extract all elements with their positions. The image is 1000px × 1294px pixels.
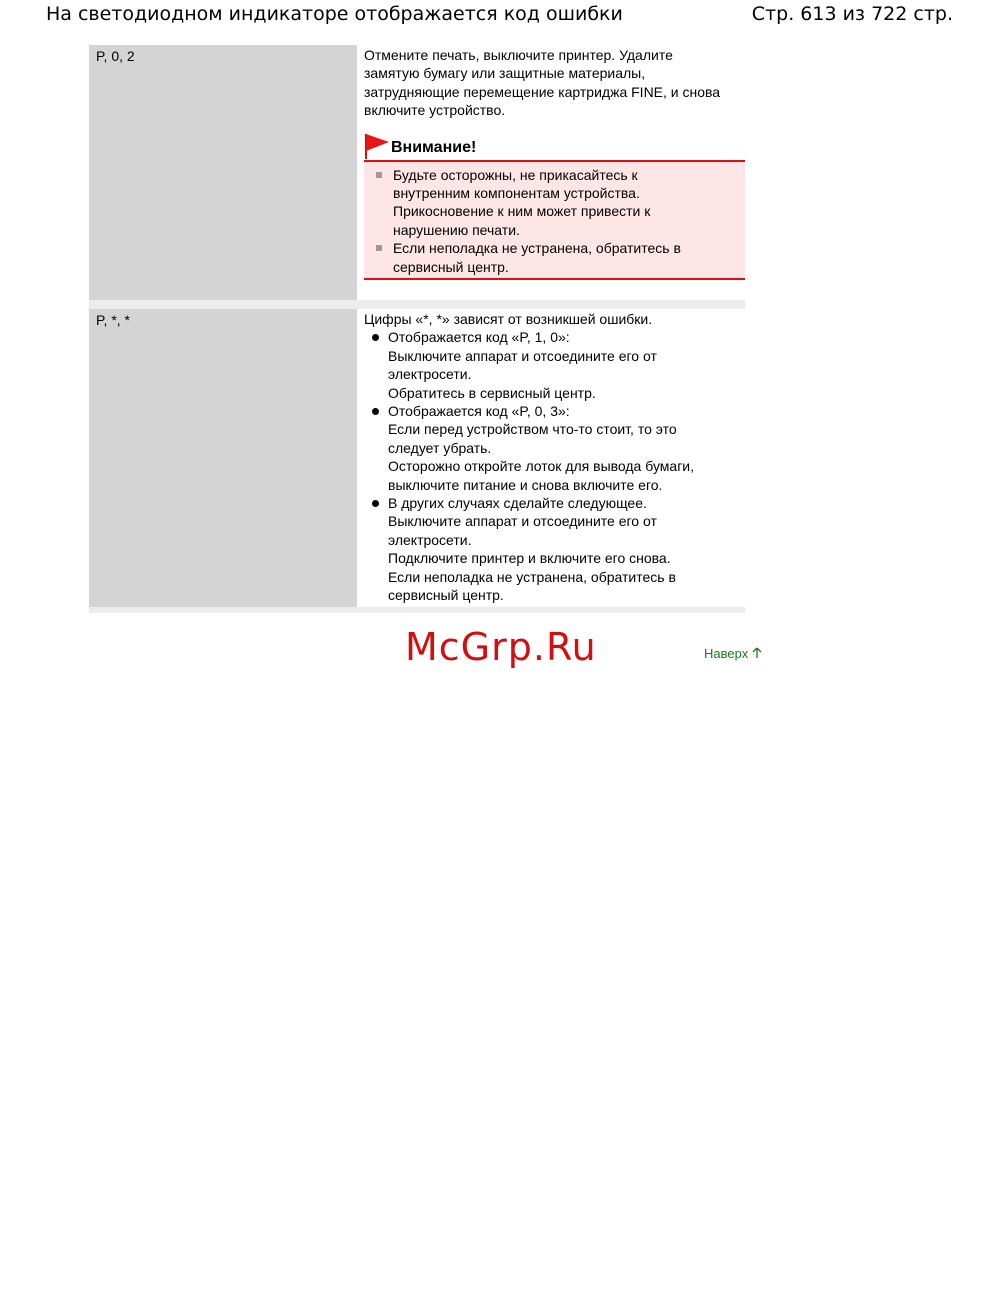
bullet-line: следует убрать.: [388, 439, 492, 456]
caution-label: Внимание!: [391, 138, 477, 156]
caution-box: [364, 132, 745, 280]
bullet-icon: [372, 408, 379, 415]
error-code-table: [89, 45, 745, 613]
back-to-top-label: Наверх: [704, 646, 749, 661]
back-to-top-link[interactable]: [704, 646, 762, 661]
caution-line: Если неполадка не устранена, обратитесь в: [393, 240, 681, 257]
error-code-cell: [89, 309, 357, 607]
bullet-line: Обратитесь в сервисный центр.: [388, 384, 596, 401]
caution-body: [364, 162, 745, 280]
error-code: P, 0, 2: [96, 48, 135, 64]
page-counter: Стр. 613 из 722 стр.: [751, 3, 953, 25]
description-line: затрудняющие перемещение картриджа FINE, и снова: [364, 83, 721, 100]
error-code: P, *, *: [96, 312, 130, 328]
bullet-line: Подключите принтер и включите его снова.: [388, 550, 671, 567]
bullet-line: Отображается код «P, 1, 0»:: [388, 329, 570, 346]
bullet-line: электросети.: [388, 531, 472, 548]
caution-line: Прикосновение к ним может привести к: [393, 203, 651, 220]
bullet-line: выключите питание и снова включите его.: [388, 476, 663, 493]
caution-line: внутренним компонентам устройства.: [393, 185, 640, 202]
bullet-line: Если перед устройством что-то стоит, то это: [388, 421, 677, 438]
row-separator: [89, 607, 745, 613]
bullet-line: Если неполадка не устранена, обратитесь в: [388, 568, 676, 585]
page-title: На светодиодном индикаторе отображается код ошибки: [46, 3, 623, 25]
bullet-line: сервисный центр.: [388, 587, 504, 604]
bullet-line: Осторожно откройте лоток для вывода бумаги,: [388, 458, 695, 475]
list-item: [364, 402, 745, 494]
description-line: Отмените печать, выключите принтер. Удалите: [364, 47, 673, 63]
error-description-cell: [357, 45, 745, 300]
description-line: включите устройство.: [364, 102, 506, 119]
arrow-up-icon: [752, 647, 762, 659]
description-line: замятую бумагу или защитные материалы,: [364, 65, 646, 82]
bullet-line: Выключите аппарат и отсоедините его от: [388, 513, 657, 530]
page-header: [0, 0, 1000, 32]
bullet-line: электросети.: [388, 366, 472, 383]
caution-line: Будьте осторожны, не прикасайтесь к: [393, 166, 638, 183]
bullet-icon: [372, 334, 379, 341]
bullet-line: Отображается код «P, 0, 3»:: [388, 403, 570, 420]
bullet-icon: [372, 500, 379, 507]
red-flag-icon: [364, 132, 390, 160]
square-bullet-icon: [376, 245, 382, 251]
bullet-line: Выключите аппарат и отсоедините его от: [388, 347, 657, 364]
list-item: [364, 328, 745, 402]
list-item: [364, 166, 745, 240]
table-row: [89, 45, 745, 300]
error-description-cell: [357, 309, 745, 607]
square-bullet-icon: [376, 172, 382, 178]
list-item: [364, 494, 745, 604]
caution-header: [364, 132, 745, 162]
caution-line: нарушению печати.: [393, 221, 520, 238]
caution-line: сервисный центр.: [393, 258, 509, 275]
description-intro: Цифры «*, *» зависят от возникшей ошибки.: [364, 311, 653, 327]
list-item: [364, 239, 745, 276]
watermark-logo: McGrp.Ru: [405, 625, 597, 669]
error-code-cell: [89, 45, 357, 300]
row-separator: [89, 300, 745, 309]
bullet-line: В других случаях сделайте следующее.: [388, 495, 647, 512]
table-row: [89, 309, 745, 607]
